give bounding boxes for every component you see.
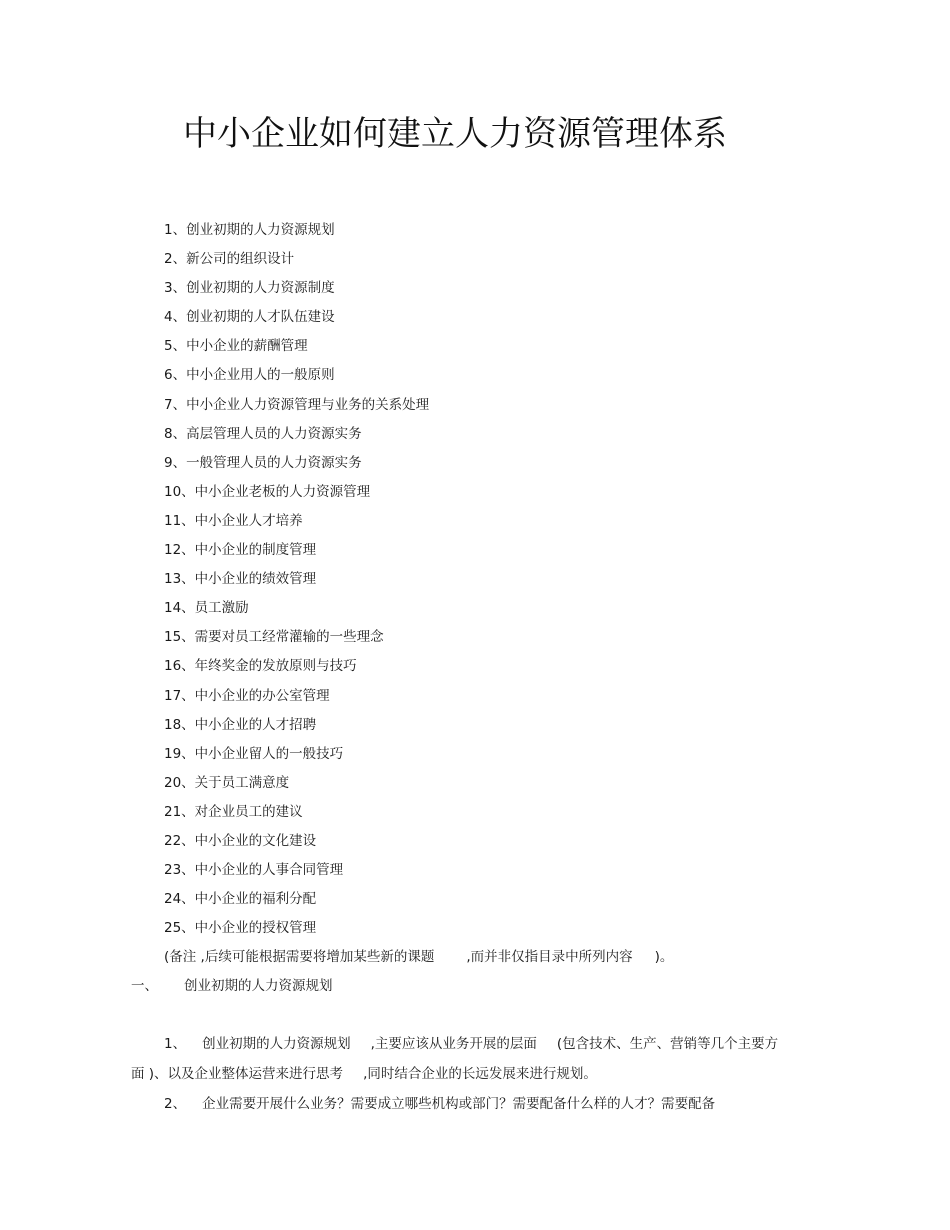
toc-item: 1、创业初期的人力资源规划 <box>164 222 335 238</box>
paragraph-number: 2、 <box>164 1096 187 1112</box>
toc-item: 22、中小企业的文化建设 <box>164 832 317 849</box>
paragraph-text: (包含技术、生产、营销等几个主要方面 )、以及企业整体运营来进行思考 <box>131 1036 779 1082</box>
toc-item: 11、中小企业人才培养 <box>164 512 303 529</box>
section-heading <box>131 974 333 998</box>
paragraph-number: 1、 <box>164 1036 187 1052</box>
toc-item: 9、一般管理人员的人力资源实务 <box>164 454 362 471</box>
toc-item: 6、中小企业用人的一般原则 <box>164 367 335 384</box>
toc-item: 2、新公司的组织设计 <box>164 251 295 268</box>
toc-note <box>164 945 673 969</box>
paragraph-text: ,同时结合企业的长远发展来进行规划。 <box>363 1066 597 1082</box>
body-paragraph-2 <box>131 1089 791 1119</box>
toc-item: 24、中小企业的福利分配 <box>164 891 317 908</box>
note-part-2: ,而并非仅指目录中所列内容 <box>466 949 633 965</box>
note-part-3: )。 <box>654 949 674 965</box>
toc-item: 19、中小企业留人的一般技巧 <box>164 745 344 762</box>
paragraph-text: ,主要应该从业务开展的层面 <box>370 1036 537 1052</box>
toc-item: 13、中小企业的绩效管理 <box>164 571 317 588</box>
toc-item: 21、对企业员工的建议 <box>164 803 303 820</box>
toc-item: 3、创业初期的人力资源制度 <box>164 280 335 297</box>
toc-item: 8、高层管理人员的人力资源实务 <box>164 425 362 442</box>
toc-item: 10、中小企业老板的人力资源管理 <box>164 483 371 500</box>
toc-item: 20、关于员工满意度 <box>164 774 290 791</box>
paragraph-text: 创业初期的人力资源规划 <box>202 1036 351 1052</box>
toc-item: 25、中小企业的授权管理 <box>164 920 317 937</box>
table-of-contents <box>164 216 429 943</box>
toc-item: 17、中小企业的办公室管理 <box>164 687 330 704</box>
toc-item: 7、中小企业人力资源管理与业务的关系处理 <box>164 396 430 413</box>
toc-item: 5、中小企业的薪酬管理 <box>164 338 308 355</box>
toc-item: 23、中小企业的人事合同管理 <box>164 862 344 879</box>
note-part-1: (备注 ,后续可能根据需要将增加某些新的课题 <box>164 949 435 965</box>
toc-item: 12、中小企业的制度管理 <box>164 542 317 559</box>
section-number: 一、 <box>131 978 158 994</box>
toc-item: 15、需要对员工经常灌输的一些理念 <box>164 629 384 646</box>
toc-item: 16、年终奖金的发放原则与技巧 <box>164 658 357 675</box>
body-paragraph-1 <box>131 1029 791 1089</box>
paragraph-text: 企业需要开展什么业务？需要成立哪些机构或部门？需要配备什么样的人才？需要配备 <box>202 1096 716 1112</box>
section-title: 创业初期的人力资源规划 <box>184 978 333 994</box>
document-title: 中小企业如何建立人力资源管理体系 <box>183 114 727 154</box>
toc-item: 4、创业初期的人才队伍建设 <box>164 309 335 326</box>
toc-item: 14、员工激励 <box>164 600 249 617</box>
toc-item: 18、中小企业的人才招聘 <box>164 716 317 733</box>
